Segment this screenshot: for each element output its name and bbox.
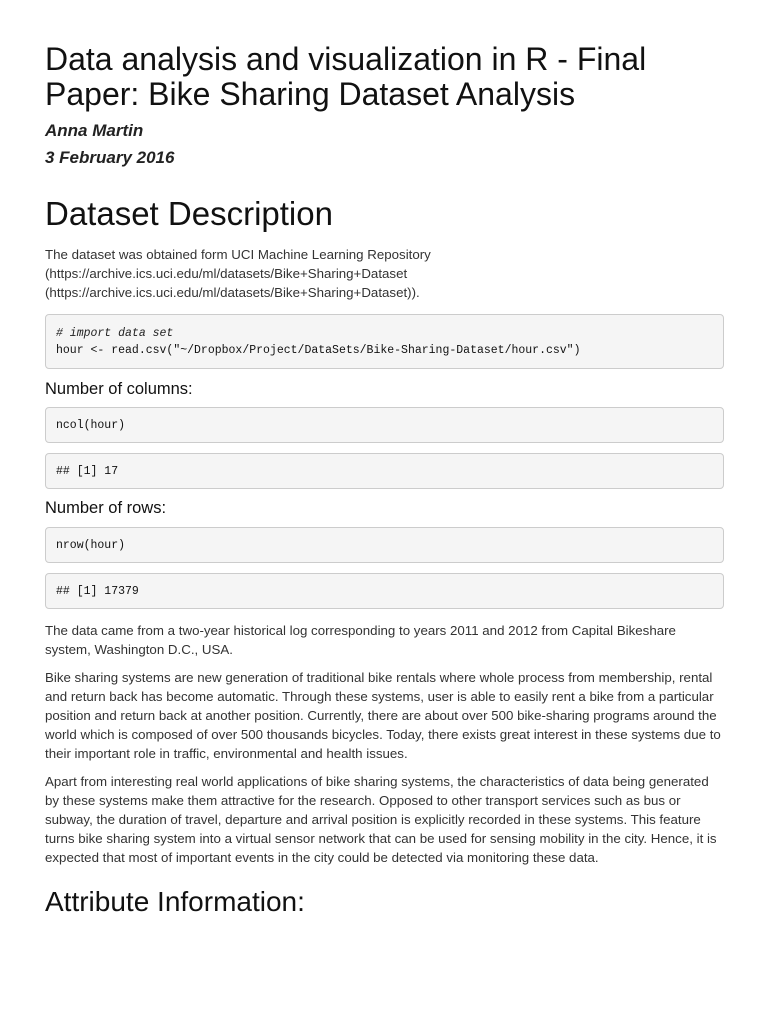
- document-date: 3 February 2016: [45, 148, 175, 167]
- code-comment: # import data set: [56, 326, 174, 340]
- code-line: ncol(hour): [56, 418, 126, 432]
- paragraph-data-source: The data came from a two-year historical log corresponding to years 2011 and 2012 from Capital Bikeshare system, Washington D.C., USA.: [45, 623, 676, 657]
- code-line: hour <- read.csv("~/Dropbox/Project/DataSets/Bike-Sharing-Dataset/hour.csv"): [56, 343, 581, 357]
- code-block-ncol: [45, 407, 724, 443]
- code-line: nrow(hour): [56, 538, 126, 552]
- output-block-ncol: [45, 453, 724, 489]
- subheading-number-of-columns: Number of columns:: [45, 380, 193, 398]
- code-output: ## [1] 17379: [56, 584, 139, 598]
- intro-text: The dataset was obtained form UCI Machine Learning Repository: [45, 247, 431, 262]
- author-name: Anna Martin: [45, 121, 144, 140]
- intro-paragraph: [45, 245, 725, 302]
- section-heading-dataset-description: Dataset Description: [45, 195, 333, 232]
- uci-link-url[interactable]: (https://archive.ics.uci.edu/ml/datasets/Bike+Sharing+Dataset)).: [45, 285, 420, 300]
- paragraph-research-applications: Apart from interesting real world applications of bike sharing systems, the characteristics of data being generated by these systems make them attractive for the research. Opposed to other transport services such as bus or subway, the duration of travel, departure and arrival position is explicitly recorded in these systems. This feature turns bike sharing system into a virtual sensor network that can be used for sensing mobility in the city. Hence, it is expected that most of important events in the city could be detected via monitoring these data.: [45, 774, 717, 865]
- code-block-import: [45, 314, 724, 369]
- code-block-nrow: [45, 527, 724, 563]
- section-heading-attribute-information: Attribute Information:: [45, 886, 305, 917]
- document-title: Data analysis and visualization in R - Final Paper: Bike Sharing Dataset Analysis: [45, 41, 647, 112]
- uci-link[interactable]: (https://archive.ics.uci.edu/ml/datasets/Bike+Sharing+Dataset: [45, 266, 408, 281]
- paragraph-bike-sharing-systems: Bike sharing systems are new generation of traditional bike rentals where whole process from membership, rental and return back has become automatic. Through these systems, user is able to easily rent a bike from a particular position and return back at another position. Currently, there are about over 500 bike-sharing programs around the world which is composed of over 500 thousands bicycles. Today, there exists great interest in these systems due to their important role in traffic, environmental and health issues.: [45, 670, 721, 761]
- subheading-number-of-rows: Number of rows:: [45, 499, 167, 517]
- code-output: ## [1] 17: [56, 464, 119, 478]
- document-page: [45, 0, 725, 918]
- output-block-nrow: [45, 573, 724, 609]
